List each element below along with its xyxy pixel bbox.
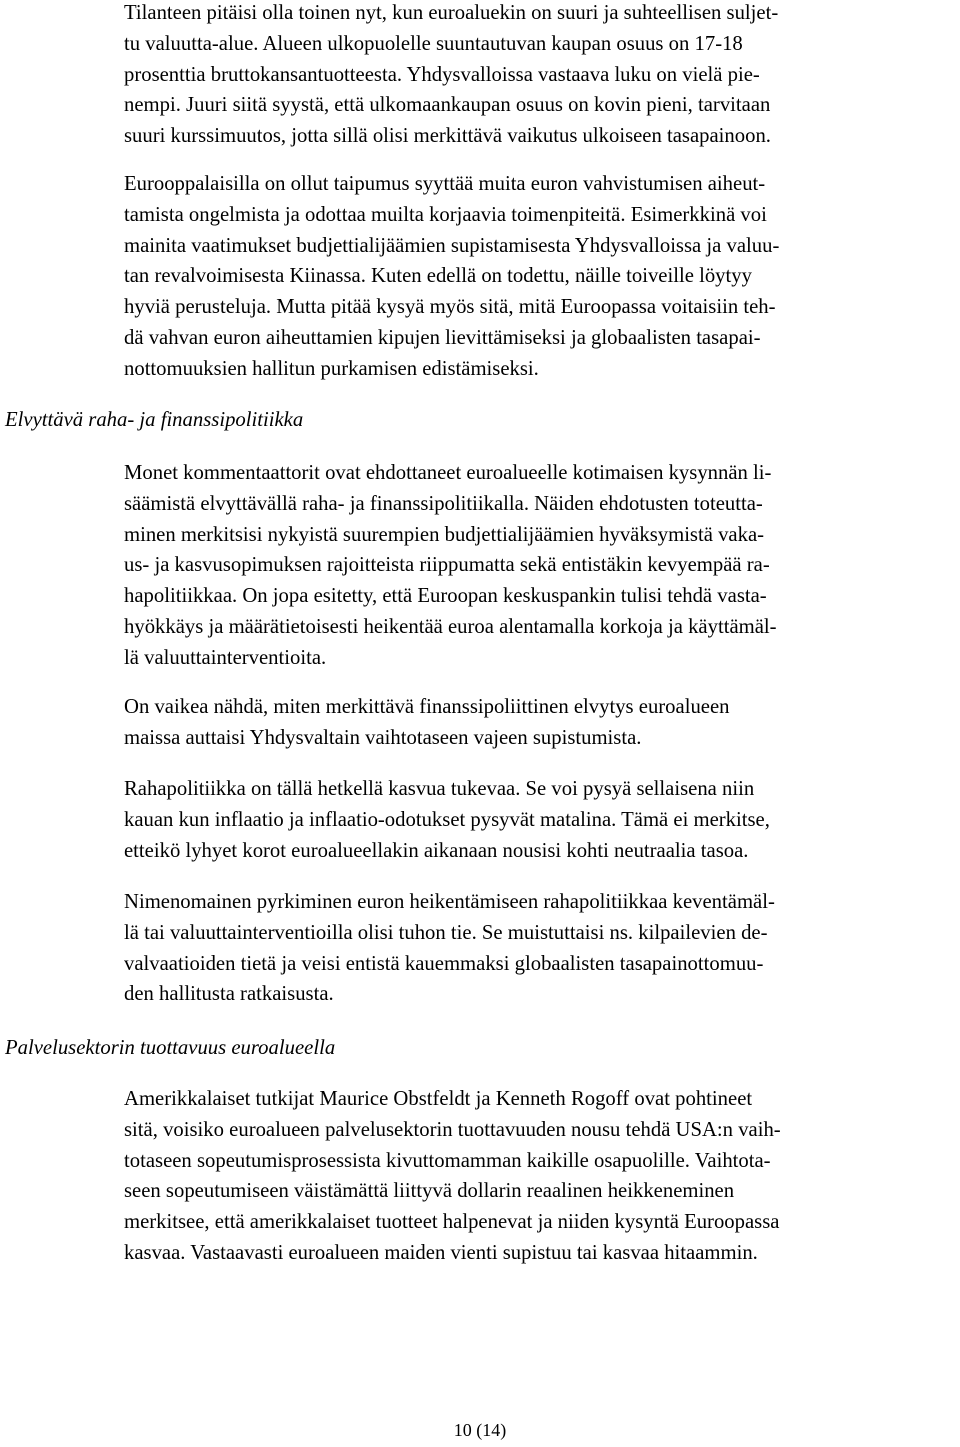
paragraph-1 bbox=[124, 0, 958, 152]
text-line: Rahapolitiikka on tällä hetkellä kasvua tukevaa. Se voi pysyä sellaisena niin bbox=[124, 778, 755, 800]
text-line: Amerikkalaiset tutkijat Maurice Obstfeldt ja Kenneth Rogoff ovat pohtineet bbox=[124, 1088, 753, 1110]
paragraph-2 bbox=[124, 169, 958, 385]
text-line: tu valuutta-alue. Alueen ulkopuolelle suuntautuvan kaupan osuus on 17-18 bbox=[124, 32, 743, 55]
text-line: seen sopeutumiseen väistämättä liittyvä dollarin reaalinen heikkeneminen bbox=[124, 1180, 735, 1203]
text-line: nottomuuksien hallitun purkamisen edistämiseksi. bbox=[124, 357, 539, 380]
text-line: den hallitusta ratkaisusta. bbox=[124, 983, 334, 1006]
text-line: hyökkäys ja määrätietoisesti heikentää euroa alentamalla korkoja ja käyttämäl- bbox=[124, 615, 777, 638]
text-line: maissa auttaisi Yhdysvaltain vaihtotaseen vajeen supistumista. bbox=[124, 726, 642, 749]
page-number: 10 (14) bbox=[453, 1420, 507, 1440]
text-line: mainita vaatimukset budjettialijäämien supistamisesta Yhdysvalloissa ja valuu- bbox=[124, 234, 780, 257]
paragraph-6 bbox=[124, 887, 958, 1010]
paragraph-3 bbox=[124, 458, 958, 674]
text-line: merkitsee, että amerikkalaiset tuotteet halpenevat ja niiden kysyntä Euroopassa bbox=[124, 1211, 780, 1234]
text-line: valvaatioiden tietä ja veisi entistä kauemmaksi globaalisten tasapainottomuu- bbox=[124, 952, 764, 975]
text-line: us- ja kasvusopimuksen rajoitteista riippumatta sekä entistäkin kevyempää ra- bbox=[124, 554, 770, 577]
section-heading-stimulus-policy: Elvyttävä raha- ja finanssipolitiikka bbox=[5, 409, 304, 431]
text-line: säämistä elvyttävällä raha- ja finanssipolitiikalla. Näiden ehdotusten toteutta- bbox=[124, 492, 763, 515]
text-line: lä valuuttainterventioita. bbox=[124, 646, 327, 669]
text-line: nempi. Juuri siitä syystä, että ulkomaankaupan osuus on kovin pieni, tarvitaan bbox=[124, 94, 771, 117]
text-line: lä tai valuuttainterventioilla olisi tuhon tie. Se muistuttaisi ns. kilpailevien de- bbox=[124, 921, 768, 944]
text-line: kauan kun inflaatio ja inflaatio-odotukset pysyvät matalina. Tämä ei merkitse, bbox=[124, 808, 770, 831]
text-line: Eurooppalaisilla on ollut taipumus syyttää muita euron vahvistumisen aiheut- bbox=[124, 173, 766, 195]
paragraph-7 bbox=[124, 1084, 958, 1269]
text-line: tamista ongelmista ja odottaa muilta korjaavia toimenpiteitä. Esimerkkinä voi bbox=[124, 203, 767, 226]
section-heading-service-productivity: Palvelusektorin tuottavuus euroalueella bbox=[5, 1037, 336, 1059]
text-line: Monet kommentaattorit ovat ehdottaneet euroalueelle kotimaisen kysynnän li- bbox=[124, 462, 772, 484]
text-line: minen merkitsisi nykyistä suurempien budjettialijäämien hyväksymistä vaka- bbox=[124, 523, 765, 546]
text-line: sitä, voisiko euroalueen palvelusektorin tuottavuuden nousu tehdä USA:n vaih- bbox=[124, 1118, 781, 1141]
text-line: tan revalvoimisesta Kiinassa. Kuten edellä on todettu, näille toiveille löytyy bbox=[124, 265, 752, 288]
text-line: Tilanteen pitäisi olla toinen nyt, kun euroaluekin on suuri ja suhteellisen suljet- bbox=[124, 2, 779, 24]
text-line: etteikö lyhyet korot euroalueellakin aikanaan nousisi kohti neutraalia tasoa. bbox=[124, 839, 749, 862]
paragraph-4 bbox=[124, 692, 958, 754]
text-line: suuri kurssimuutos, jotta sillä olisi merkittävä vaikutus ulkoiseen tasapainoon. bbox=[124, 125, 771, 148]
text-line: hyviä perusteluja. Mutta pitää kysyä myös sitä, mitä Euroopassa voitaisiin teh- bbox=[124, 296, 776, 319]
text-line: dä vahvan euron aiheuttamien kipujen lievittämiseksi ja globaalisten tasapai- bbox=[124, 326, 761, 349]
text-line: hapolitiikkaa. On jopa esitetty, että Euroopan keskuspankin tulisi tehdä vasta- bbox=[124, 585, 767, 608]
text-line: Nimenomainen pyrkiminen euron heikentämiseen rahapolitiikkaa keventämäl- bbox=[124, 891, 775, 913]
text-line: On vaikea nähdä, miten merkittävä finanssipoliittinen elvytys euroalueen bbox=[124, 696, 730, 718]
text-line: totaseen sopeutumisprosessista kivuttomamman kaikille osapuolille. Vaihtota- bbox=[124, 1149, 771, 1172]
text-line: prosenttia bruttokansantuotteesta. Yhdysvalloissa vastaava luku on vielä pie- bbox=[124, 63, 760, 86]
text-line: kasvaa. Vastaavasti euroalueen maiden vienti supistuu tai kasvaa hitaammin. bbox=[124, 1241, 758, 1264]
paragraph-5 bbox=[124, 774, 958, 866]
